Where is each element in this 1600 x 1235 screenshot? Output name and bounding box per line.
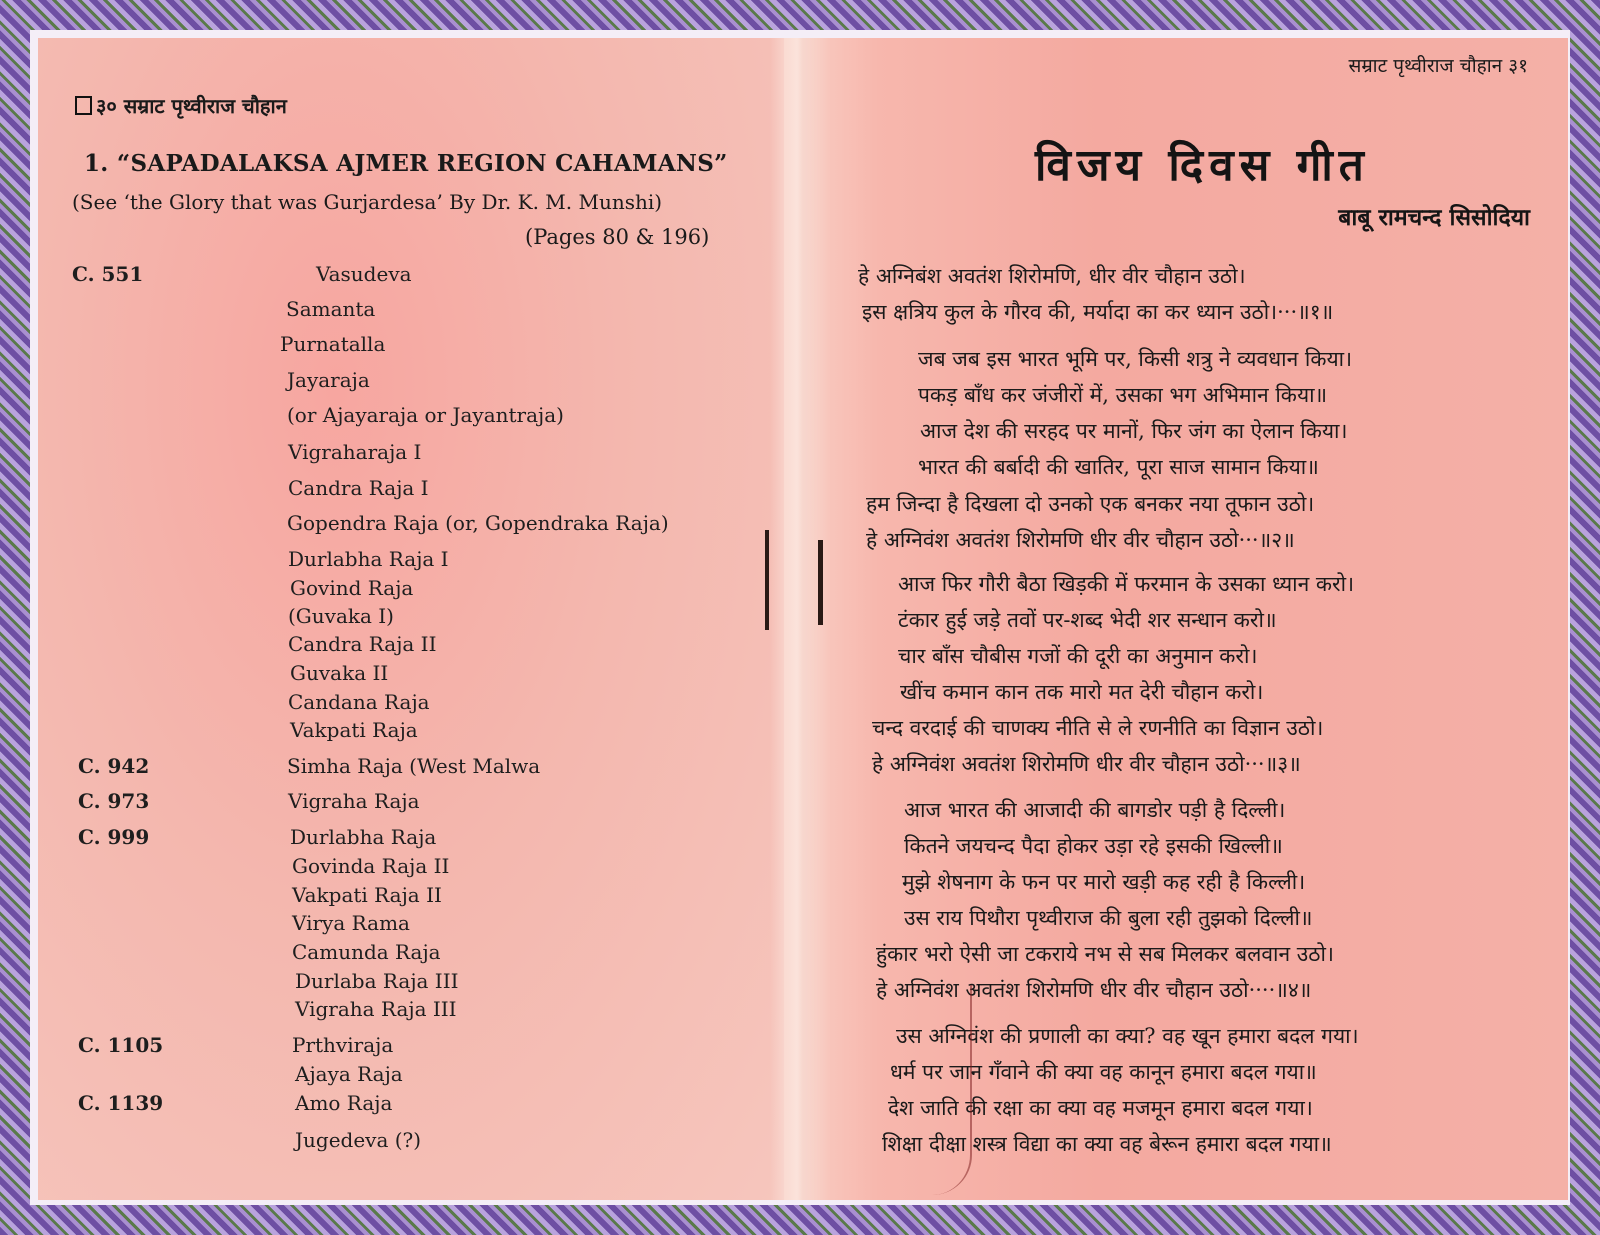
row-name: Govinda Raja II — [292, 854, 450, 878]
poem-line: धर्म पर जान गँवाने की क्या वह कानून हमारा बदल गया॥ — [890, 1060, 1317, 1084]
list-item — [72, 440, 732, 468]
list-item — [72, 718, 732, 746]
list-item — [72, 576, 732, 604]
row-name: Jugedeva (?) — [295, 1128, 422, 1152]
poem-line: जब जब इस भारत भूमि पर, किसी शत्रु ने व्यवधान किया। — [918, 347, 1353, 371]
poem-line: इस क्षत्रिय कुल के गौरव की, मर्यादा का कर ध्यान उठो।···॥१॥ — [862, 300, 1334, 324]
row-name: Candra Raja I — [288, 476, 429, 500]
list-item — [78, 754, 738, 782]
list-item — [72, 604, 732, 632]
poem-line: शिक्षा दीक्षा शस्त्र विद्या का क्या वह बेरून हमारा बदल गया॥ — [882, 1132, 1332, 1156]
list-item — [78, 1128, 738, 1156]
row-name: (Guvaka I) — [288, 604, 394, 628]
poem-line: चार बाँस चौबीस गजों की दूरी का अनुमान करो। — [898, 644, 1258, 668]
row-date: C. 973 — [78, 789, 150, 813]
list-item — [78, 911, 738, 939]
list-item — [72, 262, 732, 290]
poem-line: हे अग्निबंश अवतंश शिरोमणि, धीर वीर चौहान उठो। — [858, 264, 1246, 288]
row-name: Durlaba Raja III — [295, 969, 459, 993]
spine-mark — [765, 530, 769, 630]
list-item — [78, 1062, 738, 1090]
poem-line: हे अग्निवंश अवतंश शिरोमणि धीर वीर चौहान उठो····॥४॥ — [876, 978, 1312, 1002]
left-page-subtitle: (See ‘the Glory that was Gurjardesa’ By Dr. K. M. Munshi) — [72, 190, 663, 214]
list-item — [72, 332, 732, 360]
row-name: Guvaka II — [290, 661, 389, 685]
list-item — [78, 1091, 738, 1119]
list-item — [72, 690, 732, 718]
row-name: Virya Rama — [292, 911, 410, 935]
row-name: Camunda Raja — [292, 940, 441, 964]
poem-line: टंकार हुई जड़े तवों पर-शब्द भेदी शर सन्धान करो॥ — [898, 608, 1277, 632]
poem-line: हे अग्निवंश अवतंश शिरोमणि धीर वीर चौहान उठो···॥२॥ — [866, 528, 1295, 552]
row-name: (or Ajayaraja or Jayantraja) — [287, 403, 564, 427]
list-item — [78, 997, 738, 1025]
poem-title: विजय दिवस गीत — [1035, 140, 1370, 191]
row-name: Vakpati Raja II — [292, 883, 442, 907]
page-tear — [880, 985, 972, 1195]
row-name: Vakpati Raja — [290, 718, 418, 742]
row-date: C. 1105 — [78, 1033, 164, 1057]
poem-line: आज फिर गौरी बैठा खिड़की में फरमान के उसका ध्यान करो। — [898, 572, 1355, 596]
row-name: Gopendra Raja (or, Gopendraka Raja) — [287, 511, 669, 535]
list-item — [72, 632, 732, 660]
row-date: C. 942 — [78, 754, 150, 778]
poem-line: हम जिन्दा है दिखला दो उनको एक बनकर नया तूफान उठो। — [866, 492, 1315, 516]
list-item — [72, 511, 732, 539]
list-item — [78, 883, 738, 911]
poem-line: मुझे शेषनाग के फन पर मारो खड़ी कह रही है किल्ली। — [902, 870, 1306, 894]
row-name: Durlabha Raja I — [288, 547, 449, 571]
list-item — [78, 825, 738, 853]
row-name: Samanta — [286, 297, 376, 321]
list-item — [72, 368, 732, 396]
row-name: Vigraharaja I — [288, 440, 422, 464]
row-name: Ajaya Raja — [295, 1062, 403, 1086]
row-name: Purnatalla — [280, 332, 386, 356]
row-name: Vasudeva — [316, 262, 412, 286]
row-name: Candana Raja — [288, 690, 430, 714]
left-page-title: 1. “SAPADALAKSA AJMER REGION CAHAMANS” — [84, 150, 728, 177]
list-item — [72, 297, 732, 325]
row-name: Govind Raja — [290, 576, 414, 600]
box-icon — [75, 96, 92, 115]
poem-line: हुंकार भरो ऐसी जा टकराये नभ से सब मिलकर बलवान उठो। — [876, 942, 1334, 966]
list-item — [78, 854, 738, 882]
row-name: Amo Raja — [295, 1091, 393, 1115]
poem-line: भारत की बर्बादी की खातिर, पूरा साज सामान किया॥ — [918, 455, 1319, 479]
list-item — [78, 789, 738, 817]
poem-line: चन्द वरदाई की चाणक्य नीति से ले रणनीति का विज्ञान उठो। — [872, 716, 1324, 740]
row-name: Vigraha Raja III — [295, 997, 457, 1021]
row-date: C. 999 — [78, 825, 150, 849]
row-name: Simha Raja (West Malwa — [287, 754, 541, 778]
poem-line: आज भारत की आजादी की बागडोर पड़ी है दिल्ली। — [904, 798, 1286, 822]
left-page-pages-ref: (Pages 80 & 196) — [525, 225, 710, 249]
row-name: Jayaraja — [287, 368, 370, 392]
poem-line: उस राय पिथौरा पृथ्वीराज की बुला रही तुझको दिल्ली॥ — [904, 906, 1313, 930]
list-item — [78, 1033, 738, 1061]
list-item — [72, 476, 732, 504]
poem-line: कितने जयचन्द पैदा होकर उड़ा रहे इसकी खिल्ली॥ — [904, 834, 1283, 858]
poem-author: बाबू रामचन्द सिसोदिया — [1338, 204, 1530, 231]
poem-line: पकड़ बाँध कर जंजीरों में, उसका भग अभिमान किया॥ — [918, 383, 1328, 407]
row-name: Candra Raja II — [288, 632, 437, 656]
left-page-header-text: ३० सम्राट पृथ्वीराज चौहान — [96, 94, 287, 118]
list-item — [72, 403, 732, 431]
row-name: Durlabha Raja — [290, 825, 437, 849]
poem-line: देश जाति की रक्षा का क्या वह मजमून हमारा बदल गया। — [888, 1096, 1313, 1120]
right-page-header-text: सम्राट पृथ्वीराज चौहान ३१ — [1348, 55, 1528, 77]
row-name: Prthviraja — [292, 1033, 394, 1057]
row-date: C. 551 — [72, 262, 144, 286]
row-date: C. 1139 — [78, 1091, 164, 1115]
list-item — [72, 661, 732, 689]
list-item — [72, 547, 732, 575]
left-page-header — [75, 92, 287, 119]
row-name: Vigraha Raja — [288, 789, 420, 813]
list-item — [78, 940, 738, 968]
poem-line: उस अग्निवंश की प्रणाली का क्या? वह खून हमारा बदल गया। — [896, 1024, 1359, 1048]
poem-line: खींच कमान कान तक मारो मत देरी चौहान करो। — [900, 680, 1264, 704]
poem-line: हे अग्निवंश अवतंश शिरोमणि धीर वीर चौहान उठो···॥३॥ — [872, 752, 1301, 776]
spine-mark — [818, 540, 823, 625]
list-item — [78, 969, 738, 997]
right-page-header — [1348, 52, 1528, 78]
poem-line: आज देश की सरहद पर मानों, फिर जंग का ऐलान किया। — [920, 419, 1348, 443]
